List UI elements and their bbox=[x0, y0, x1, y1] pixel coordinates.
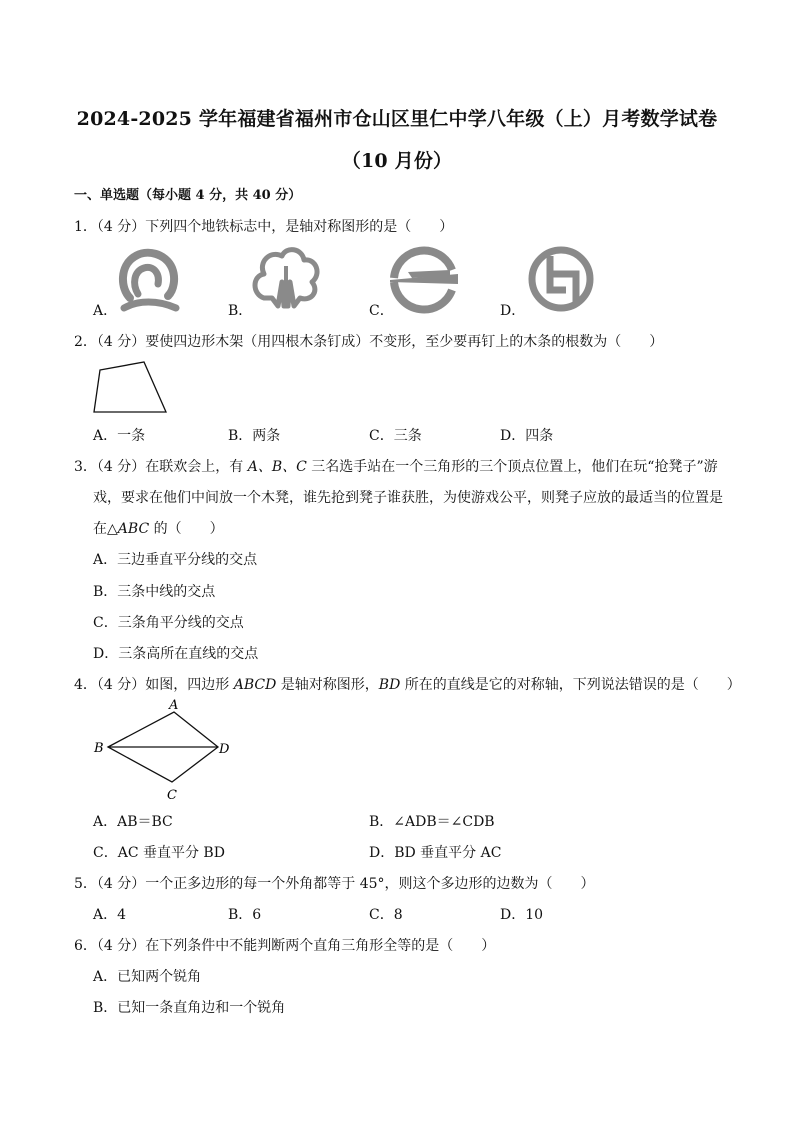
section-heading: 一、单选题（每小题 4 分，共 40 分） bbox=[74, 188, 302, 203]
question-3-stem-line3 bbox=[93, 518, 224, 538]
q4-var-bd: BD bbox=[378, 677, 401, 693]
q4-option-c: C．AC 垂直平分 BD bbox=[93, 845, 225, 861]
question-2-stem: 2．（4 分）要使四边形木架（用四根木条钉成）不变形，至少要再钉上的木条的根数为（ ） bbox=[74, 334, 664, 350]
metro-logo-c-icon bbox=[388, 244, 460, 314]
q6-option-a: A．已知两个锐角 bbox=[93, 969, 202, 985]
question-3-stem-line2: 戏，要求在他们中间放一个木凳，谁先抢到凳子谁获胜，为使游戏公平，则凳子应放的最适当的位置是 bbox=[93, 490, 723, 506]
metro-logo-b-icon bbox=[250, 244, 322, 314]
q1-option-b: B． bbox=[228, 303, 253, 319]
q5-option-a: A．4 bbox=[93, 907, 127, 923]
q1-option-d: D． bbox=[500, 303, 526, 319]
q4-text-b: 是轴对称图形， bbox=[276, 677, 379, 693]
quadrilateral-frame-figure bbox=[92, 360, 172, 416]
q3-text-a: 3．（4 分）在联欢会上，有 bbox=[74, 459, 248, 475]
q4-text-c: 所在的直线是它的对称轴，下列说法错误的是（ ） bbox=[400, 677, 741, 693]
q4-text-a: 4．（4 分）如图，四边形 bbox=[74, 677, 234, 693]
exam-title: 2024-2025 学年福建省福州市仓山区里仁中学八年级（上）月考数学试卷 bbox=[76, 108, 718, 130]
q2-option-b: B．两条 bbox=[228, 428, 281, 444]
q2-option-d: D．四条 bbox=[500, 428, 554, 444]
vertex-label-d: D bbox=[219, 742, 230, 757]
vertex-label-a: A bbox=[169, 698, 179, 713]
q3-text-c: 在△ bbox=[93, 521, 118, 537]
question-3-stem-line1 bbox=[74, 456, 718, 476]
q5-option-d: D．10 bbox=[500, 907, 544, 923]
q4-option-d: D．BD 垂直平分 AC bbox=[369, 845, 502, 861]
q3-option-a: A．三边垂直平分线的交点 bbox=[93, 552, 258, 568]
question-1-stem: 1．（4 分）下列四个地铁标志中，是轴对称图形的是（ ） bbox=[74, 219, 454, 235]
q2-option-c: C．三条 bbox=[369, 428, 422, 444]
q4-option-a: A．AB＝BC bbox=[93, 814, 173, 830]
vertex-label-c: C bbox=[167, 788, 177, 803]
question-4-stem bbox=[74, 674, 741, 694]
q4-option-b: B．∠ADB＝∠CDB bbox=[369, 814, 495, 830]
q3-vars: A、B、C bbox=[247, 459, 307, 475]
q1-option-a: A． bbox=[93, 303, 118, 319]
q3-option-b: B．三条中线的交点 bbox=[93, 584, 216, 600]
question-6-stem: 6．（4 分）在下列条件中不能判断两个直角三角形全等的是（ ） bbox=[74, 938, 496, 954]
q4-var-abcd: ABCD bbox=[233, 677, 277, 693]
vertex-label-b: B bbox=[94, 741, 104, 756]
q3-option-c: C．三条角平分线的交点 bbox=[93, 615, 244, 631]
kite-abcd-figure bbox=[90, 696, 240, 804]
q5-option-b: B．6 bbox=[228, 907, 262, 923]
q2-option-a: A．一条 bbox=[93, 428, 146, 444]
q3-text-b: 三名选手站在一个三角形的三个顶点位置上，他们在玩“抢凳子”游 bbox=[306, 459, 718, 475]
q3-option-d: D．三条高所在直线的交点 bbox=[93, 646, 259, 662]
metro-logo-a-icon bbox=[114, 244, 184, 314]
q6-option-b: B．已知一条直角边和一个锐角 bbox=[93, 1000, 286, 1016]
question-5-stem: 5．（4 分）一个正多边形的每一个外角都等于 45°，则这个多边形的边数为（ ） bbox=[74, 876, 595, 892]
metro-logo-d-icon bbox=[526, 244, 596, 314]
q1-option-c: C． bbox=[369, 303, 394, 319]
q5-option-c: C．8 bbox=[369, 907, 403, 923]
q3-var-abc: ABC bbox=[117, 521, 150, 537]
q3-text-d: 的（ ） bbox=[149, 521, 224, 537]
exam-subtitle: （10 月份） bbox=[341, 150, 453, 172]
